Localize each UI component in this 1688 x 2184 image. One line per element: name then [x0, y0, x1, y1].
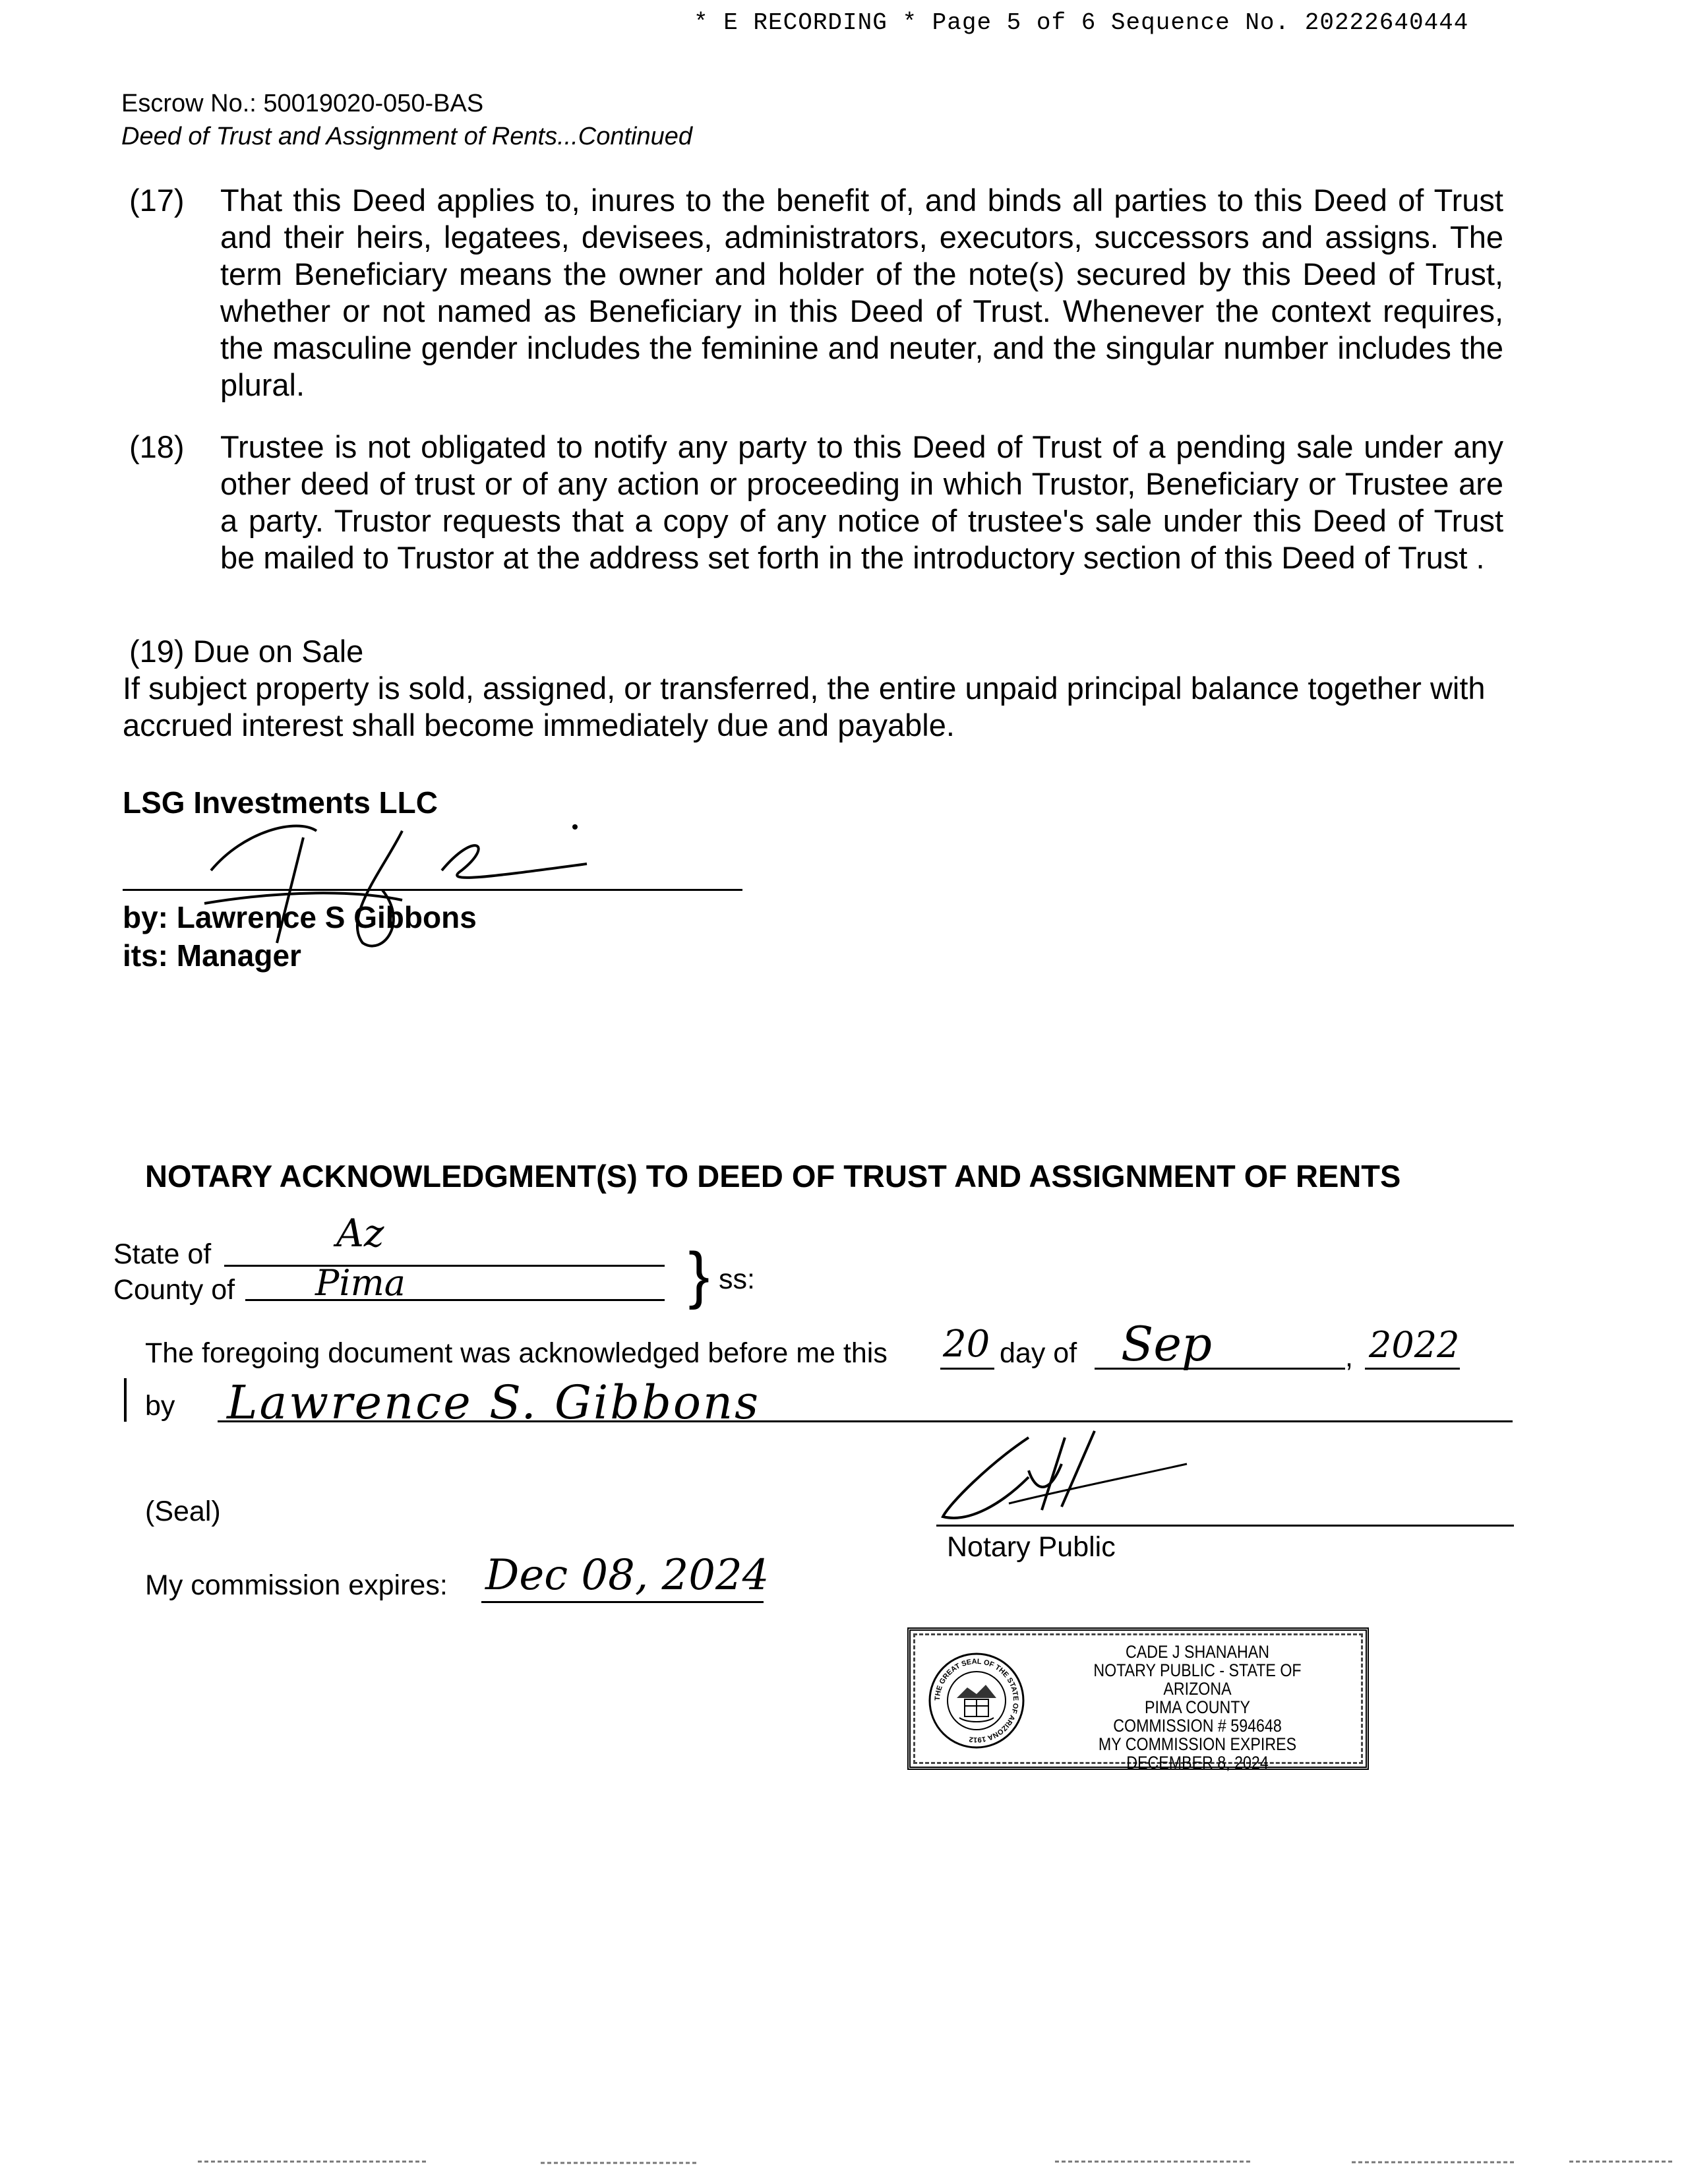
stamp-line-name: CADE J SHANAHAN: [1125, 1642, 1270, 1662]
notary-stamp: [907, 1627, 1369, 1773]
paragraph-17-number: (17): [129, 183, 185, 218]
notary-public-label: Notary Public: [947, 1531, 1116, 1563]
escrow-number: Escrow No.: 50019020-050-BAS: [121, 90, 484, 117]
day-value: 20: [943, 1323, 990, 1366]
notary-signature: [930, 1424, 1193, 1530]
signature-line: [123, 889, 742, 891]
acknowledgment-text: The foregoing document was acknowledged before me this: [145, 1337, 888, 1369]
scan-mark: [124, 1378, 127, 1422]
paragraph-18-text: Trustee is not obligated to notify any party to this Deed of Trust of a pending sale under any other deed of trust or of any action or proceeding in which Trustor, Beneficiary or Trustee are a party. Trustor requests that a copy of any notice of trustee's sale under this Deed of Trust be mailed to Trustor at the address set forth in the introductory section of this Deed of Trust .: [220, 429, 1503, 575]
state-value: Az: [336, 1211, 384, 1256]
day-line: [940, 1368, 994, 1370]
due-on-sale-text: If subject property is sold, assigned, or transferred, the entire unpaid principal balance together with accrued interest shall become immediately due and payable.: [123, 671, 1486, 743]
state-line: [224, 1265, 665, 1267]
month-value: Sep: [1121, 1316, 1213, 1372]
stamp-line-title: NOTARY PUBLIC - STATE OF ARIZONA: [1093, 1660, 1302, 1699]
day-of-label: day of: [1000, 1337, 1077, 1369]
stamp-text-block: [1064, 1643, 1331, 1772]
seal-text: THE GREAT SEAL OF THE STATE OF ARIZONA 1912: [933, 1657, 1020, 1744]
signer-title: its: Manager: [123, 938, 301, 973]
bracket-brace: }: [688, 1240, 710, 1310]
paragraph-18-number: (18): [129, 429, 185, 464]
scan-artifacts: [0, 2156, 1688, 2169]
signer-name: by: Lawrence S Gibbons: [123, 900, 477, 934]
stamp-line-commission: COMMISSION # 594648: [1113, 1716, 1282, 1736]
commission-line: [481, 1601, 764, 1603]
stamp-line-county: PIMA COUNTY: [1145, 1697, 1250, 1717]
notary-heading: NOTARY ACKNOWLEDGMENT(S) TO DEED OF TRUST AND ASSIGNMENT OF RENTS: [145, 1159, 1401, 1194]
commission-value: Dec 08, 2024: [485, 1551, 769, 1600]
year-value: 2022: [1369, 1324, 1460, 1366]
ss-label: ss:: [719, 1263, 755, 1295]
recording-header: * E RECORDING * Page 5 of 6 Sequence No. 20222640444: [694, 9, 1469, 36]
state-label: State of: [113, 1238, 212, 1270]
county-label: County of: [113, 1274, 235, 1306]
due-on-sale-heading: (19) Due on Sale: [129, 634, 364, 669]
comma: ,: [1345, 1341, 1353, 1373]
by-label: by: [145, 1390, 175, 1422]
commission-label: My commission expires:: [145, 1569, 448, 1601]
stamp-line-expires-label: MY COMMISSION EXPIRES: [1098, 1734, 1297, 1754]
county-value: Pima: [315, 1262, 406, 1304]
document-subtitle: Deed of Trust and Assignment of Rents...Continued: [121, 123, 693, 150]
by-value: Lawrence S. Gibbons: [227, 1376, 761, 1430]
seal-label: (Seal): [145, 1496, 221, 1527]
paragraph-17-text: That this Deed applies to, inures to the benefit of, and binds all parties to this Deed of Trust and their heirs, legatees, devisees, administrators, executors, successors and assigns. The term Beneficiary means the owner and holder of the note(s) secured by this Deed of Trust, whether or not named as Beneficiary in this Deed of Trust. Whenever the context requires, the masculine gender includes the feminine and neuter, and the singular number includes the plural.: [220, 183, 1503, 402]
year-line: [1365, 1368, 1460, 1370]
stamp-line-expires-date: DECEMBER 8, 2024: [1126, 1753, 1269, 1773]
notary-signature-line: [936, 1525, 1514, 1527]
state-seal: [928, 1652, 1025, 1749]
company-name: LSG Investments LLC: [123, 785, 438, 820]
county-line: [245, 1299, 665, 1301]
